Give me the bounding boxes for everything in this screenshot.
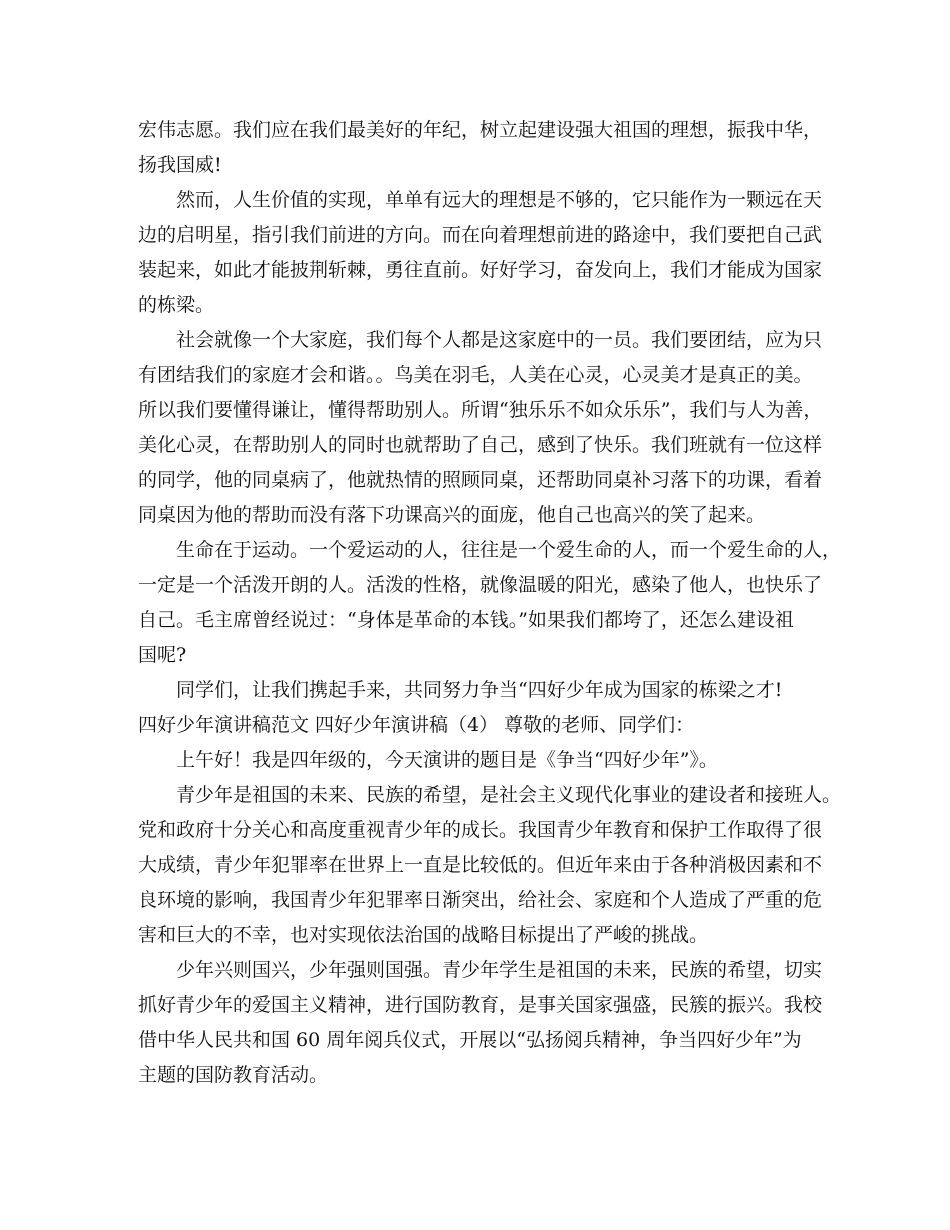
text-line: 所以我们要懂得谦让，懂得帮助别人。所谓“独乐乐不如众乐乐”，我们与人为善， (138, 399, 823, 421)
text-line: 良环境的影响，我国青少年犯罪率日渐突出，给社会、家庭和个人造成了严重的危 (138, 889, 823, 911)
paragraph-start-line: 上午好！我是四年级的，今天演讲的题目是《争当“四好少年”》。 (176, 749, 718, 771)
text-line: 的同学，他的同桌病了，他就热情的照顾同桌，还帮助同桌补习落下的功课，看着 (138, 469, 823, 491)
text-line: 主题的国防教育活动。 (138, 1064, 329, 1086)
text-line: 宏伟志愿。我们应在我们最美好的年纪，树立起建设强大祖国的理想，振我中华， (138, 119, 823, 141)
text-line: 边的启明星，指引我们前进的方向。而在向着理想前进的路途中，我们要把自己武 (138, 224, 823, 246)
text-line: 借中华人民共和国 60 周年阅兵仪式，开展以“弘扬阅兵精神，争当四好少年”为 (138, 1029, 802, 1051)
text-line: 美化心灵，在帮助别人的同时也就帮助了自己，感到了快乐。我们班就有一位这样 (138, 434, 823, 456)
text-line: 一定是一个活泼开朗的人。活泼的性格，就像温暖的阳光，感染了他人，也快乐了 (138, 574, 823, 596)
text-line: 同桌因为他的帮助而没有落下功课高兴的面庞，他自己也高兴的笑了起来。 (138, 504, 766, 526)
paragraph-start-line: 社会就像一个大家庭，我们每个人都是这家庭中的一员。我们要团结，应为只 (176, 329, 823, 351)
paragraph-start-line: 青少年是祖国的未来、民族的希望，是社会主义现代化事业的建设者和接班人。 (176, 784, 842, 806)
section-heading-line: 四好少年演讲稿范文 四好少年演讲稿（4） 尊敬的老师、同学们： (138, 714, 695, 736)
text-line: 扬我国威! (138, 154, 222, 176)
paragraph-start-line: 同学们，让我们携起手来，共同努力争当“四好少年成为国家的栋梁之才! (176, 679, 783, 701)
text-line: 国呢? (138, 644, 187, 666)
text-line: 自己。毛主席曾经说过：“身体是革命的本钱。”如果我们都垮了，还怎么建设祖 (138, 609, 794, 631)
text-line: 党和政府十分关心和高度重视青少年的成长。我国青少年教育和保护工作取得了很 (138, 819, 823, 841)
text-line: 的栋梁。 (138, 294, 215, 316)
paragraph-start-line: 生命在于运动。一个爱运动的人，往往是一个爱生命的人，而一个爱生命的人， (176, 539, 842, 561)
text-line: 有团结我们的家庭才会和谐。。鸟美在羽毛，人美在心灵，心灵美才是真正的美。 (138, 364, 813, 386)
text-line: 抓好青少年的爱国主义精神，进行国防教育，是事关国家强盛，民簇的振兴。我校 (138, 994, 823, 1016)
text-line: 装起来，如此才能披荆斩棘，勇往直前。好好学习，奋发向上，我们才能成为国家 (138, 259, 823, 281)
paragraph-start-line: 少年兴则国兴，少年强则国强。青少年学生是祖国的未来，民族的希望，切实 (176, 959, 823, 981)
text-line: 大成绩，青少年犯罪率在世界上一直是比较低的。但近年来由于各种消极因素和不 (138, 854, 823, 876)
text-line: 害和巨大的不幸，也对实现依法治国的战略目标提出了严峻的挑战。 (138, 924, 709, 946)
paragraph-start-line: 然而，人生价值的实现，单单有远大的理想是不够的，它只能作为一颗远在天 (176, 189, 823, 211)
